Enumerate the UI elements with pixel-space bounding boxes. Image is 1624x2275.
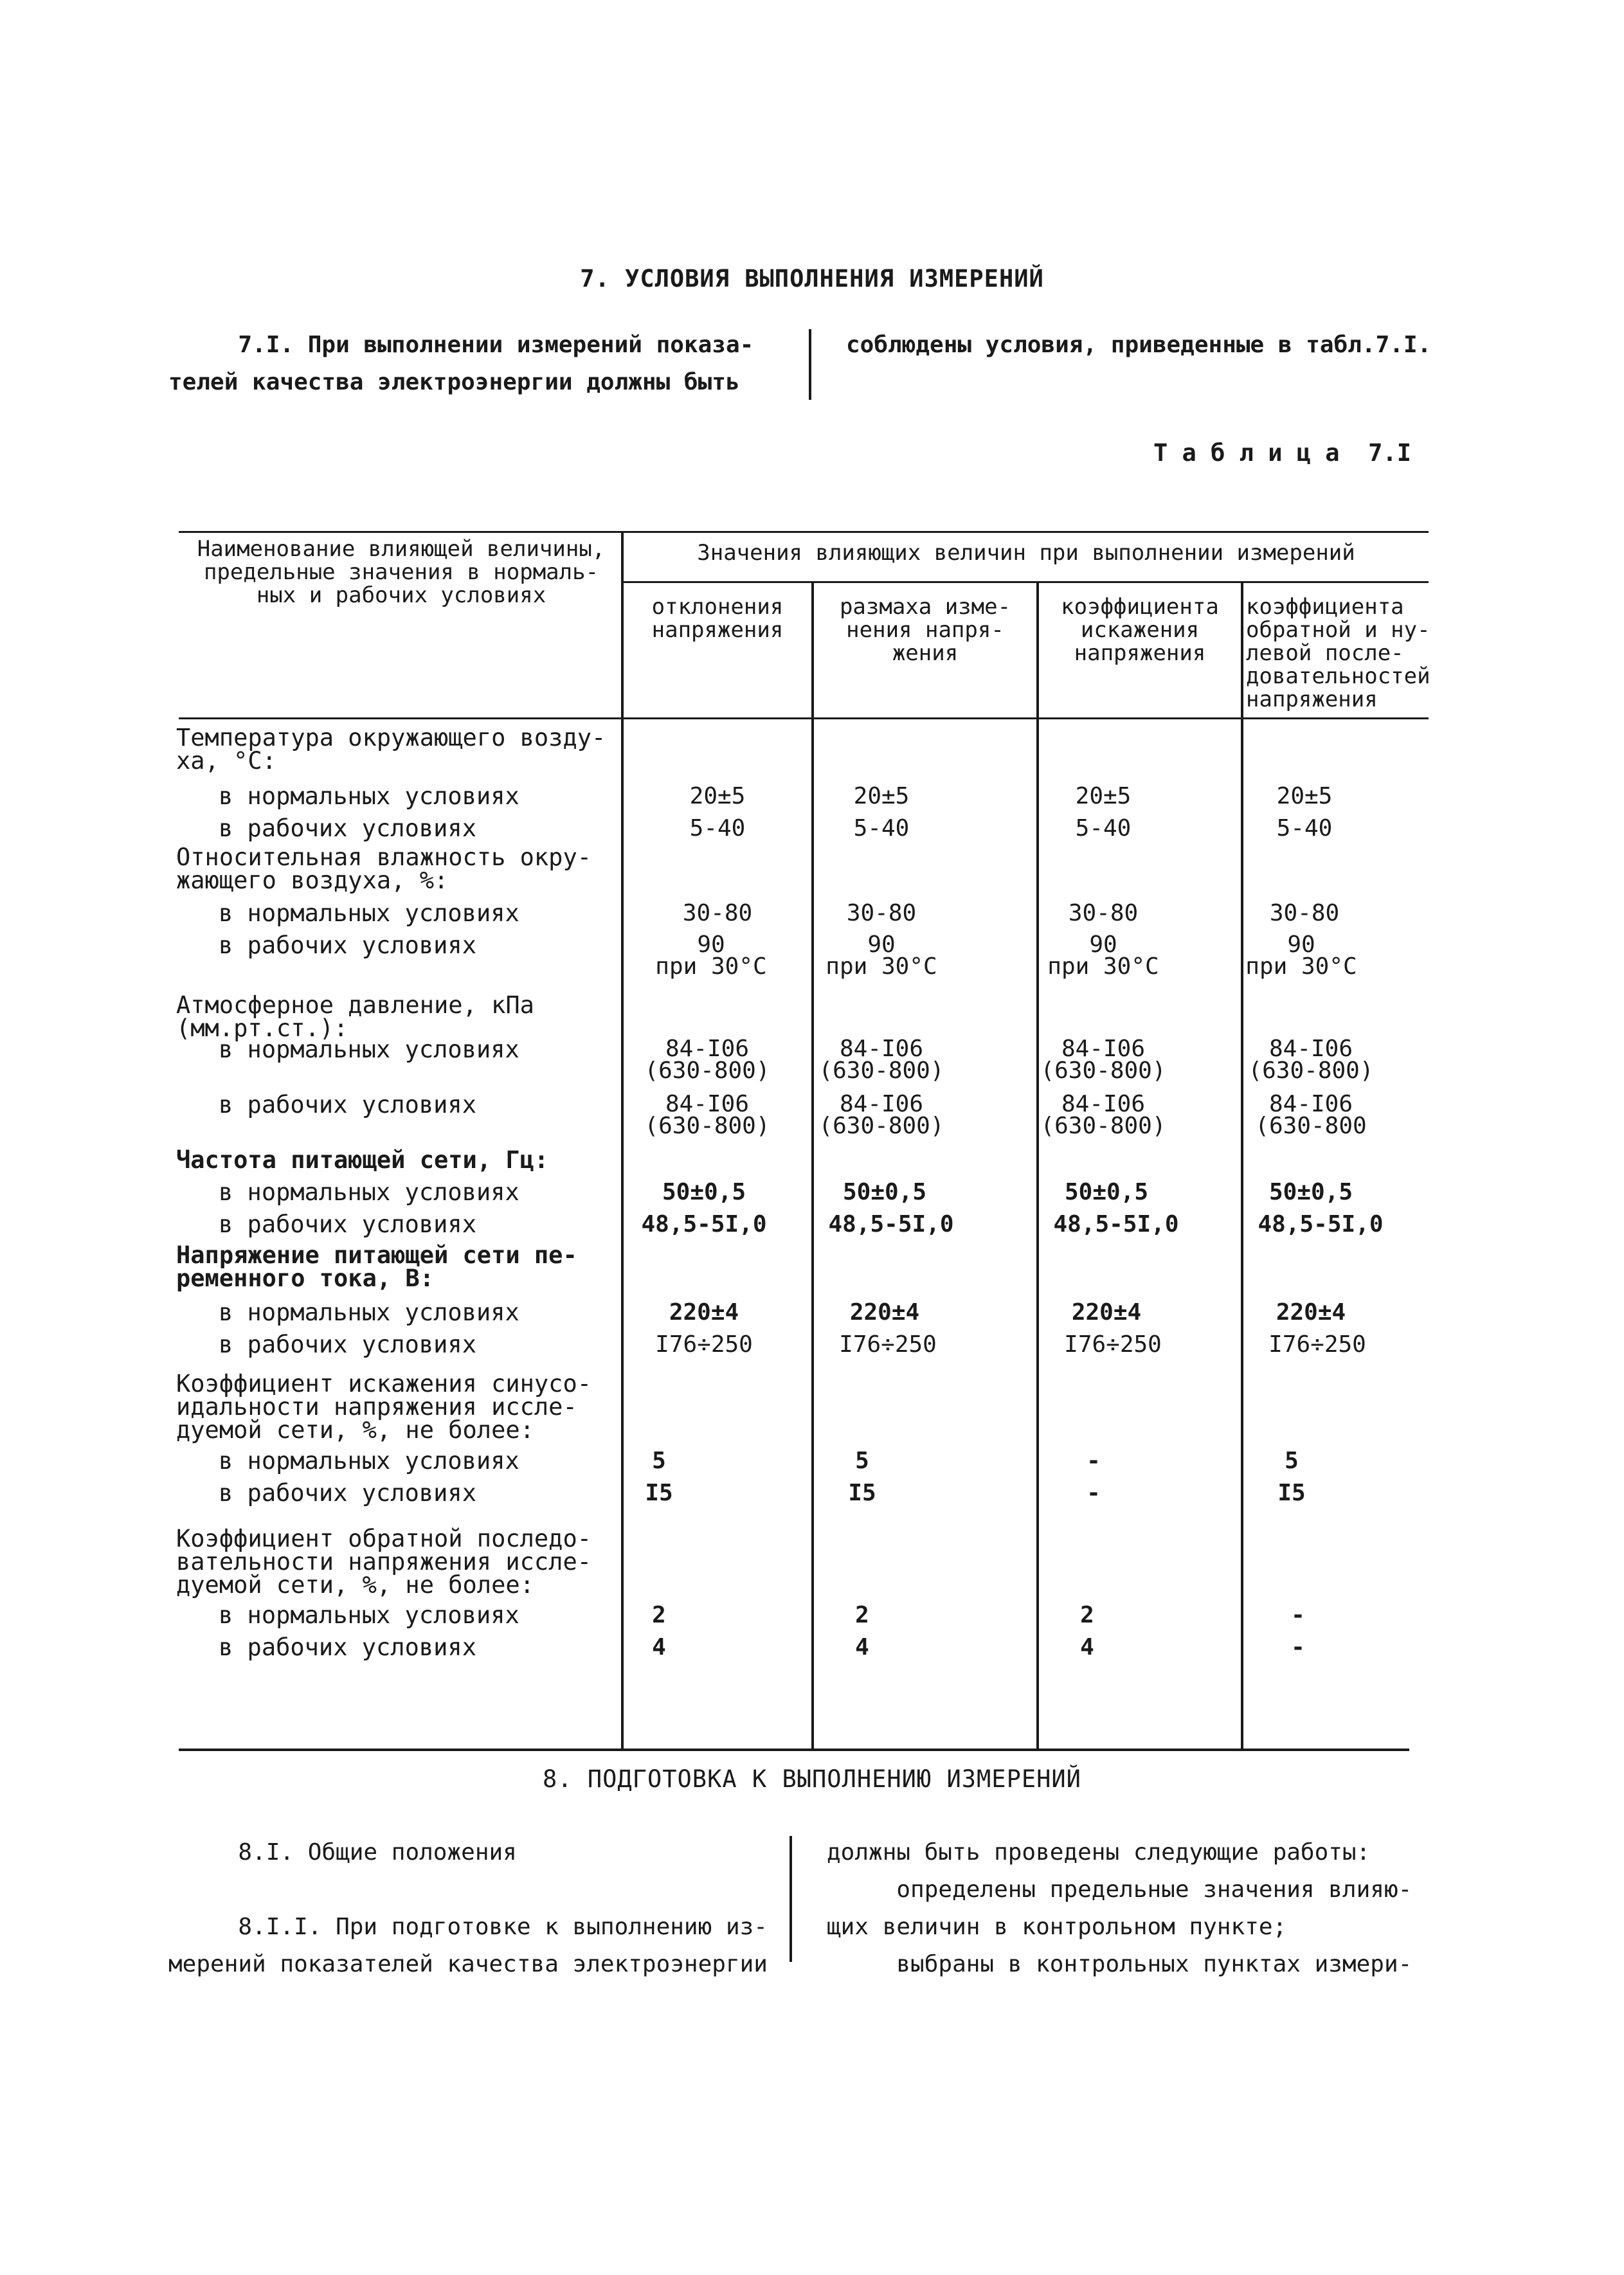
table-cell: 4 [855, 1634, 869, 1660]
table-cell: 48,5-5I,0 [1053, 1211, 1179, 1237]
table-cell: 30-80 [1269, 900, 1340, 926]
table-cell: 48,5-5I,0 [641, 1211, 767, 1237]
table-cell: 4 [1080, 1634, 1094, 1660]
table-cell: I5 [848, 1480, 876, 1506]
table-cell: I76÷250 [1064, 1331, 1162, 1358]
table-cell: I76÷250 [1268, 1331, 1366, 1358]
table-cell: 84-I06 (630-800) [818, 1036, 944, 1084]
param-name: Напряжение питающей сети пе- ременного тока, В: [176, 1241, 577, 1292]
table-cell: - [1291, 1602, 1305, 1628]
table-cell: 84-I06 (630-800) [644, 1091, 770, 1139]
table-cell: 4 [652, 1634, 666, 1660]
row-label: в рабочих условиях [219, 814, 476, 842]
header-column: коэффициента обратной и ну- левой после- довательностей напряжения [1246, 594, 1430, 712]
table-cell: I76÷250 [655, 1331, 753, 1358]
row-label: в нормальных условиях [219, 899, 519, 927]
param-name: Коэффициент искажения синусо- идальности напряжения иссле- дуемой сети, %, не более: [176, 1370, 592, 1444]
row-label: в рабочих условиях [219, 1479, 476, 1507]
table-cell: - [1087, 1448, 1101, 1474]
table-cell: 30-80 [1068, 900, 1139, 926]
table-cell: 20±5 [1075, 783, 1132, 809]
table-cell: 2 [1080, 1602, 1094, 1628]
table-cell: - [1087, 1480, 1101, 1506]
table-col-rule [1036, 582, 1039, 1751]
param-name: Коэффициент обратной последо- вательности напряжения иссле- дуемой сети, %, не более: [176, 1525, 592, 1599]
section-7-title: 7. УСЛОВИЯ ВЫПОЛНЕНИЯ ИЗМЕРЕНИЙ [580, 265, 1044, 292]
table-cell: 220±4 [1276, 1299, 1346, 1326]
row-label: в рабочих условиях [219, 931, 476, 959]
table-col-rule [621, 531, 624, 1751]
table-cell: 5 [1285, 1448, 1299, 1474]
header-group: Значения влияющих величин при выполнении измерений [697, 540, 1355, 566]
row-label: в рабочих условиях [219, 1210, 476, 1238]
table-cell: 20±5 [853, 783, 910, 809]
table-top-rule [179, 531, 1429, 533]
table-cell: 84-I06 (630-800 [1255, 1091, 1367, 1139]
section-8-left-column: 8.I. Общие положения 8.I.I. При подготовке к выполнению из- мерений показателей качества электроэнергии [168, 1839, 768, 1977]
table-col-rule [811, 582, 814, 1751]
table-cell: 220±4 [849, 1299, 920, 1326]
header-name: Наименование влияющей величины, предельные значения в нормаль- ных и рабочих условиях [197, 536, 606, 608]
table-cell: 84-I06 (630-800) [1040, 1036, 1166, 1084]
table-cell: 48,5-5I,0 [828, 1211, 954, 1237]
param-name: Частота питающей сети, Гц: [176, 1146, 549, 1174]
table-cell: 50±0,5 [842, 1179, 927, 1205]
row-label: в нормальных условиях [219, 1036, 519, 1063]
table-cell: 5-40 [1276, 815, 1333, 841]
row-label: в нормальных условиях [219, 1447, 519, 1475]
table-group-rule [622, 581, 1429, 583]
row-label: в нормальных условиях [219, 782, 519, 810]
table-cell: I5 [645, 1480, 673, 1506]
param-name: Атмосферное давление, кПа (мм.рт.ст.): [176, 991, 534, 1042]
section-8-title: 8. ПОДГОТОВКА К ВЫПОЛНЕНИЮ ИЗМЕРЕНИЙ [543, 1765, 1081, 1793]
table-caption: Т а б л и ц а 7.I [1153, 439, 1411, 467]
table-cell: 2 [652, 1602, 666, 1628]
table-cell: 50±0,5 [1064, 1179, 1149, 1205]
row-label: в рабочих условиях [219, 1331, 476, 1358]
table-cell: 220±4 [1071, 1299, 1142, 1326]
column-divider [809, 329, 811, 400]
param-name: Относительная влажность окру- жающего воздуха, %: [176, 843, 592, 894]
table-cell: 50±0,5 [662, 1179, 746, 1205]
table-cell: I76÷250 [839, 1331, 937, 1358]
table-cell: - [1291, 1634, 1305, 1660]
table-cell: 5 [855, 1448, 869, 1474]
table-cell: 48,5-5I,0 [1258, 1211, 1384, 1237]
table-cell: 90 при 30°С [1245, 931, 1357, 980]
table-cell: 84-I06 (630-800) [1248, 1036, 1374, 1084]
section-7-paragraph-right: соблюдены условия, приведенные в табл.7.I. [846, 332, 1432, 358]
table-cell: 90 при 30°С [826, 931, 937, 980]
table-cell: 50±0,5 [1268, 1179, 1353, 1205]
header-column: коэффициента искажения напряжения [1061, 594, 1219, 666]
column-divider [789, 1836, 792, 1962]
table-cell: 84-I06 (630-800) [644, 1036, 770, 1084]
table-bottom-rule [179, 1749, 1409, 1751]
table-cell: 5-40 [853, 815, 910, 841]
table-cell: 20±5 [689, 783, 746, 809]
table-cell: 90 при 30°С [1047, 931, 1159, 980]
row-label: в рабочих условиях [219, 1633, 476, 1661]
table-col-rule [1241, 582, 1243, 1751]
table-cell: 30-80 [846, 900, 917, 926]
row-label: в нормальных условиях [219, 1601, 519, 1629]
param-name: Температура окружающего возду- ха, °С: [176, 724, 606, 775]
section-8-right-column: должны быть проведены следующие работы: определены предельные значения влияю- щих величин в контрольном пункте; выбраны в контрольных пунктах измери- [827, 1839, 1412, 1977]
header-column: размаха изме- нения напря- жения [839, 594, 1011, 666]
table-cell: 220±4 [669, 1299, 739, 1326]
table-cell: 84-I06 (630-800) [818, 1091, 944, 1139]
table-cell: I5 [1277, 1480, 1306, 1506]
section-7-paragraph-left: 7.I. При выполнении измерений показа- телей качества электроэнергии должны быть [168, 332, 754, 395]
table-cell: 90 при 30°С [655, 931, 767, 980]
table-cell: 5 [652, 1448, 666, 1474]
row-label: в нормальных условиях [219, 1178, 519, 1206]
table-cell: 5-40 [689, 815, 746, 841]
table-cell: 2 [855, 1602, 869, 1628]
row-label: в рабочих условиях [219, 1091, 476, 1119]
table-cell: 5-40 [1075, 815, 1132, 841]
table-cell: 84-I06 (630-800) [1040, 1091, 1166, 1139]
table-cell: 20±5 [1276, 783, 1333, 809]
row-label: в нормальных условиях [219, 1299, 519, 1326]
header-column: отклонения напряжения [651, 594, 784, 643]
table-cell: 30-80 [682, 900, 753, 926]
